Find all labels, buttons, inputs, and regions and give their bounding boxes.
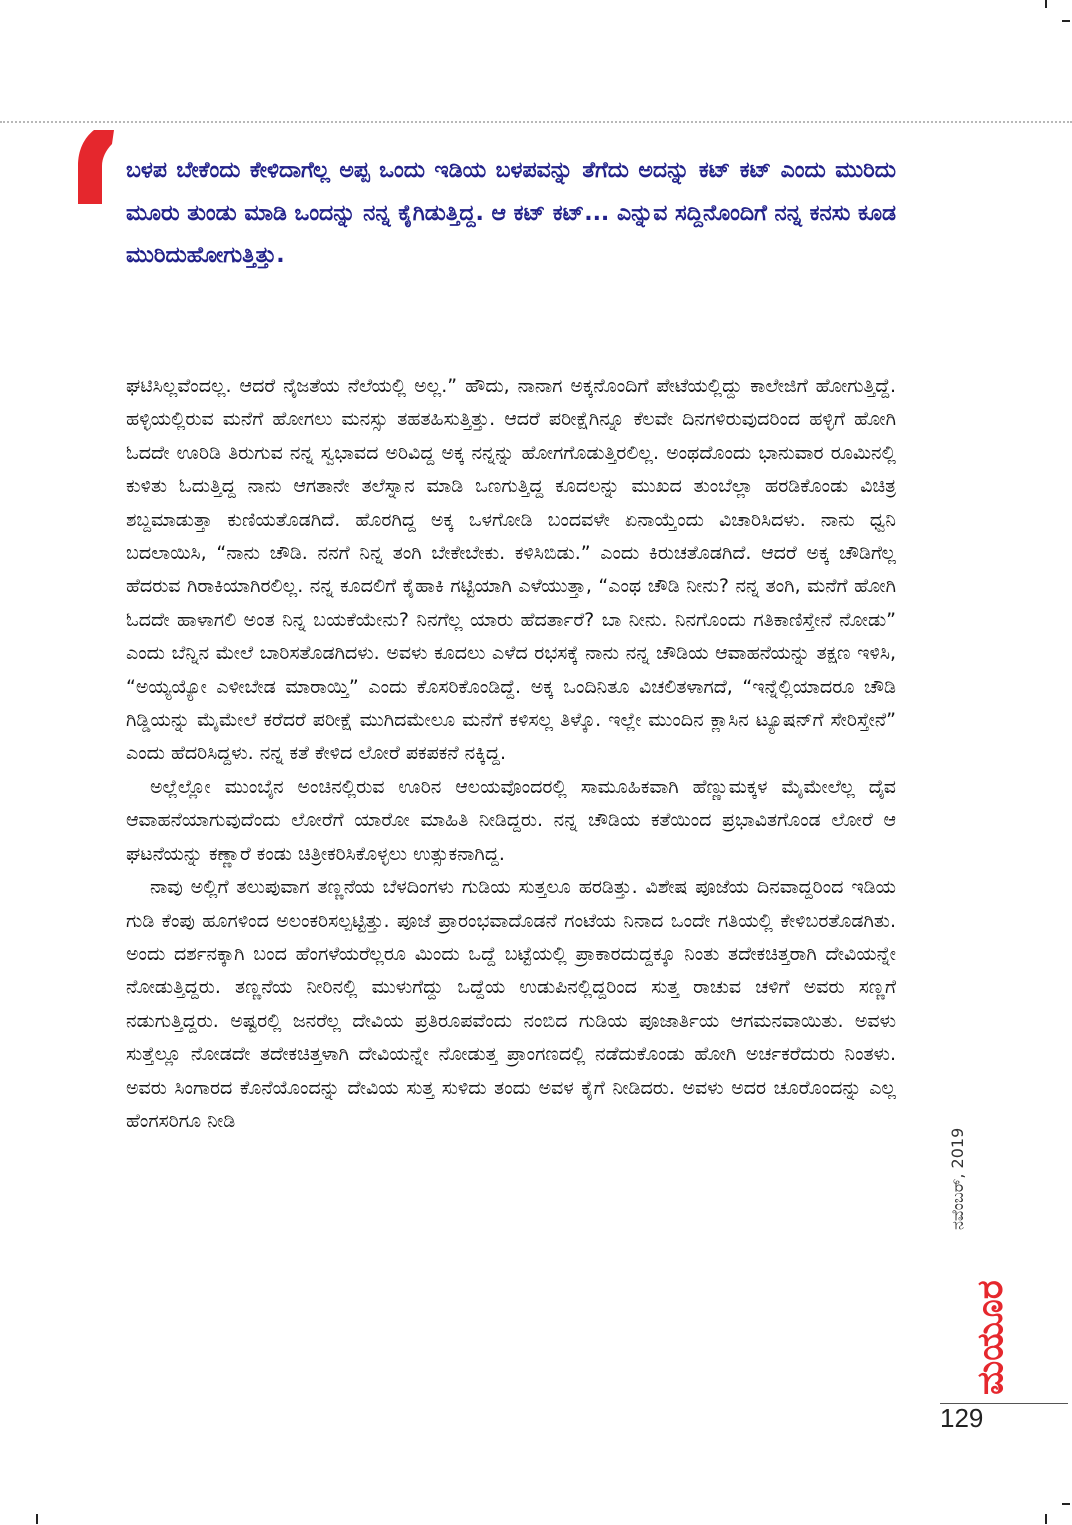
opening-quote-icon: [72, 126, 132, 208]
magazine-title: ಮಯೂರ: [970, 1280, 1011, 1395]
issue-date-text: ನವೆಂಬರ್, 2019: [948, 1127, 967, 1230]
article-body: [126, 370, 896, 1138]
crop-mark-right-bottom: [1062, 1503, 1070, 1505]
page-number: 129: [940, 1403, 984, 1433]
crop-mark-bottom-left: [36, 1514, 38, 1524]
pull-quote: ಬಳಪ ಬೇಕೆಂದು ಕೇಳಿದಾಗೆಲ್ಲ ಅಪ್ಪ ಒಂದು ಇಡಿಯ ಬಳಪವನ್ನು ತೆಗೆದು ಅದನ್ನು ಕಟ್ ಕಟ್ ಎಂದು ಮುರಿದು ಮೂರು ತುಂಡು ಮಾಡಿ ಒಂದನ್ನು ನನ್ನ ಕೈಗಿಡುತ್ತಿದ್ದ. ಆ ಕಟ್ ಕಟ್... ಎನ್ನುವ ಸದ್ದಿನೊಂದಿಗೆ ನನ್ನ ಕನಸು ಕೂಡ ಮುರಿದುಹೋಗುತ್ತಿತ್ತು.: [126, 158, 897, 268]
paragraph: ನಾವು ಅಲ್ಲಿಗೆ ತಲುಪುವಾಗ ತಣ್ಣನೆಯ ಬೆಳದಿಂಗಳು ಗುಡಿಯ ಸುತ್ತಲೂ ಹರಡಿತ್ತು. ವಿಶೇಷ ಪೂಜೆಯ ದಿನವಾದ್ದರಿಂದ ಇಡಿಯ ಗುಡಿ ಕೆಂಪು ಹೂಗಳಿಂದ ಅಲಂಕರಿಸಲ್ಪಟ್ಟಿತ್ತು. ಪೂಜೆ ಪ್ರಾರಂಭವಾದೊಡನೆ ಗಂಟೆಯ ನಿನಾದ ಒಂದೇ ಗತಿಯಲ್ಲಿ ಕೇಳಿಬರತೊಡಗಿತು. ಅಂದು ದರ್ಶನಕ್ಕಾಗಿ ಬಂದ ಹೆಂಗಳೆಯರೆಲ್ಲರೂ ಮಿಂದು ಒದ್ದೆ ಬಟ್ಟೆಯಲ್ಲಿ ಪ್ರಾಕಾರದುದ್ದಕ್ಕೂ ನಿಂತು ತದೇಕಚಿತ್ತರಾಗಿ ದೇವಿಯನ್ನೇ ನೋಡುತ್ತಿದ್ದರು. ತಣ್ಣನೆಯ ನೀರಿನಲ್ಲಿ ಮುಳುಗೆದ್ದು ಒದ್ದೆಯ ಉಡುಪಿನಲ್ಲಿದ್ದರಿಂದ ಸುತ್ತ ರಾಚುವ ಚಳಿಗೆ ಅವರು ಸಣ್ಣಗೆ ನಡುಗುತ್ತಿದ್ದರು. ಅಷ್ಟರಲ್ಲಿ ಜನರೆಲ್ಲ ದೇವಿಯ ಪ್ರತಿರೂಪವೆಂದು ನಂಬಿದ ಗುಡಿಯ ಪೂಜಾರ್ತಿಯ ಆಗಮನವಾಯಿತು. ಅವಳು ಸುತ್ತೆಲ್ಲೂ ನೋಡದೇ ತದೇಕಚಿತ್ತಳಾಗಿ ದೇವಿಯನ್ನೇ ನೋಡುತ್ತ ಪ್ರಾಂಗಣದಲ್ಲಿ ನಡೆದುಕೊಂಡು ಹೋಗಿ ಅರ್ಚಕರೆದುರು ನಿಂತಳು. ಅವರು ಸಿಂಗಾರದ ಕೊನೆಯೊಂದನ್ನು ದೇವಿಯ ಸುತ್ತ ಸುಳಿದು ತಂದು ಅವಳ ಕೈಗೆ ನೀಡಿದರು. ಅವಳು ಅದರ ಚೂರೊಂದನ್ನು ಎಲ್ಲ ಹೆಂಗಸರಿಗೂ ನೀಡಿ: [126, 876, 896, 1132]
magazine-logo: [928, 1245, 1011, 1395]
paragraph: ಅಲ್ಲೆಲ್ಲೋ ಮುಂಬೈನ ಅಂಚಿನಲ್ಲಿರುವ ಊರಿನ ಆಲಯವೊಂದರಲ್ಲಿ ಸಾಮೂಹಿಕವಾಗಿ ಹೆಣ್ಣುಮಕ್ಕಳ ಮೈಮೇಲೆಲ್ಲ ದೈವ ಆವಾಹನೆಯಾಗುವುದೆಂದು ಲೋರೆಗೆ ಯಾರೋ ಮಾಹಿತಿ ನೀಡಿದ್ದರು. ನನ್ನ ಚೌಡಿಯ ಕತೆಯಿಂದ ಪ್ರಭಾವಿತಗೊಂಡ ಲೋರೆ ಆ ಘಟನೆಯನ್ನು ಕಣ್ಣಾರೆ ಕಂಡು ಚಿತ್ರೀಕರಿಸಿಕೊಳ್ಳಲು ಉತ್ಸುಕನಾಗಿದ್ದ.: [126, 775, 896, 865]
crop-mark-bottom-right: [1045, 1514, 1047, 1524]
issue-date: [918, 1080, 978, 1230]
crop-mark-right-top: [1062, 20, 1070, 22]
paragraph: ಘಟಿಸಿಲ್ಲವೆಂದಲ್ಲ. ಆದರೆ ನೈಜತೆಯ ನೆಲೆಯಲ್ಲಿ ಅಲ್ಲ.” ಹೌದು, ನಾನಾಗ ಅಕ್ಕನೊಂದಿಗೆ ಪೇಟೆಯಲ್ಲಿದ್ದು ಕಾಲೇಜಿಗೆ ಹೋಗುತ್ತಿದ್ದೆ. ಹಳ್ಳಿಯಲ್ಲಿರುವ ಮನೆಗೆ ಹೋಗಲು ಮನಸ್ಸು ತಹತಹಿಸುತ್ತಿತ್ತು. ಆದರೆ ಪರೀಕ್ಷೆಗಿನ್ನೂ ಕೆಲವೇ ದಿನಗಳಿರುವುದರಿಂದ ಹಳ್ಳಿಗೆ ಹೋಗಿ ಓದದೇ ಊರಿಡಿ ತಿರುಗುವ ನನ್ನ ಸ್ವಭಾವದ ಅರಿವಿದ್ದ ಅಕ್ಕ ನನ್ನನ್ನು ಹೋಗಗೊಡುತ್ತಿರಲಿಲ್ಲ. ಅಂಥದೊಂದು ಭಾನುವಾರ ರೂಮಿನಲ್ಲಿ ಕುಳಿತು ಓದುತ್ತಿದ್ದ ನಾನು ಆಗತಾನೇ ತಲೆಸ್ನಾನ ಮಾಡಿ ಒಣಗುತ್ತಿದ್ದ ಕೂದಲನ್ನು ಮುಖದ ತುಂಬೆಲ್ಲಾ ಹರಡಿಕೊಂಡು ವಿಚಿತ್ರ ಶಬ್ದಮಾಡುತ್ತಾ ಕುಣಿಯತೊಡಗಿದೆ. ಹೊರಗಿದ್ದ ಅಕ್ಕ ಒಳಗೋಡಿ ಬಂದವಳೇ ಏನಾಯ್ತೆಂದು ವಿಚಾರಿಸಿದಳು. ನಾನು ಧ್ವನಿ ಬದಲಾಯಿಸಿ, “ನಾನು ಚೌಡಿ. ನನಗೆ ನಿನ್ನ ತಂಗಿ ಬೇಕೇಬೇಕು. ಕಳಿಸಿಬಿಡು.” ಎಂದು ಕಿರುಚತೊಡಗಿದೆ. ಆದರೆ ಅಕ್ಕ ಚೌಡಿಗೆಲ್ಲ ಹೆದರುವ ಗಿರಾಕಿಯಾಗಿರಲಿಲ್ಲ. ನನ್ನ ಕೂದಲಿಗೆ ಕೈಹಾಕಿ ಗಟ್ಟಿಯಾಗಿ ಎಳೆಯುತ್ತಾ, “ಎಂಥ ಚೌಡಿ ನೀನು? ನನ್ನ ತಂಗಿ, ಮನೆಗೆ ಹೋಗಿ ಓದದೇ ಹಾಳಾಗಲಿ ಅಂತ ನಿನ್ನ ಬಯಕೆಯೇನು? ನಿನಗೆಲ್ಲ ಯಾರು ಹೆದರ್ತಾರೆ? ಬಾ ನೀನು. ನಿನಗೊಂದು ಗತಿಕಾಣಿಸ್ತೇನೆ ನೋಡು” ಎಂದು ಬೆನ್ನಿನ ಮೇಲೆ ಬಾರಿಸತೊಡಗಿದಳು. ಅವಳು ಕೂದಲು ಎಳೆದ ರಭಸಕ್ಕೆ ನಾನು ನನ್ನ ಚೌಡಿಯ ಆವಾಹನೆಯನ್ನು ತಕ್ಷಣ ಇಳಿಸಿ, “ಅಯ್ಯಯ್ಯೋ ಎಳೀಬೇಡ ಮಾರಾಯ್ತಿ” ಎಂದು ಕೊಸರಿಕೊಂಡಿದ್ದೆ. ಅಕ್ಕ ಒಂದಿನಿತೂ ವಿಚಲಿತಳಾಗದೆ, “ಇನ್ನೆಲ್ಲಿಯಾದರೂ ಚೌಡಿ ಗಿಡ್ಡಿಯನ್ನು ಮೈಮೇಲೆ ಕರೆದರೆ ಪರೀಕ್ಷೆ ಮುಗಿದಮೇಲೂ ಮನೆಗೆ ಕಳಿಸಲ್ಲ ತಿಳ್ಕೊ. ಇಲ್ಲೇ ಮುಂದಿನ ಕ್ಲಾಸಿನ ಟ್ಯೂಷನ್‌ಗೆ ಸೇರಿಸ್ತೇನೆ” ಎಂದು ಹೆದರಿಸಿದ್ದಳು. ನನ್ನ ಕತೆ ಕೇಳಿದ ಲೋರೆ ಪಕಪಕನೆ ನಕ್ಕಿದ್ದ.: [126, 375, 896, 765]
crop-mark-top-right: [1045, 0, 1047, 8]
dotted-divider: [0, 121, 1072, 123]
